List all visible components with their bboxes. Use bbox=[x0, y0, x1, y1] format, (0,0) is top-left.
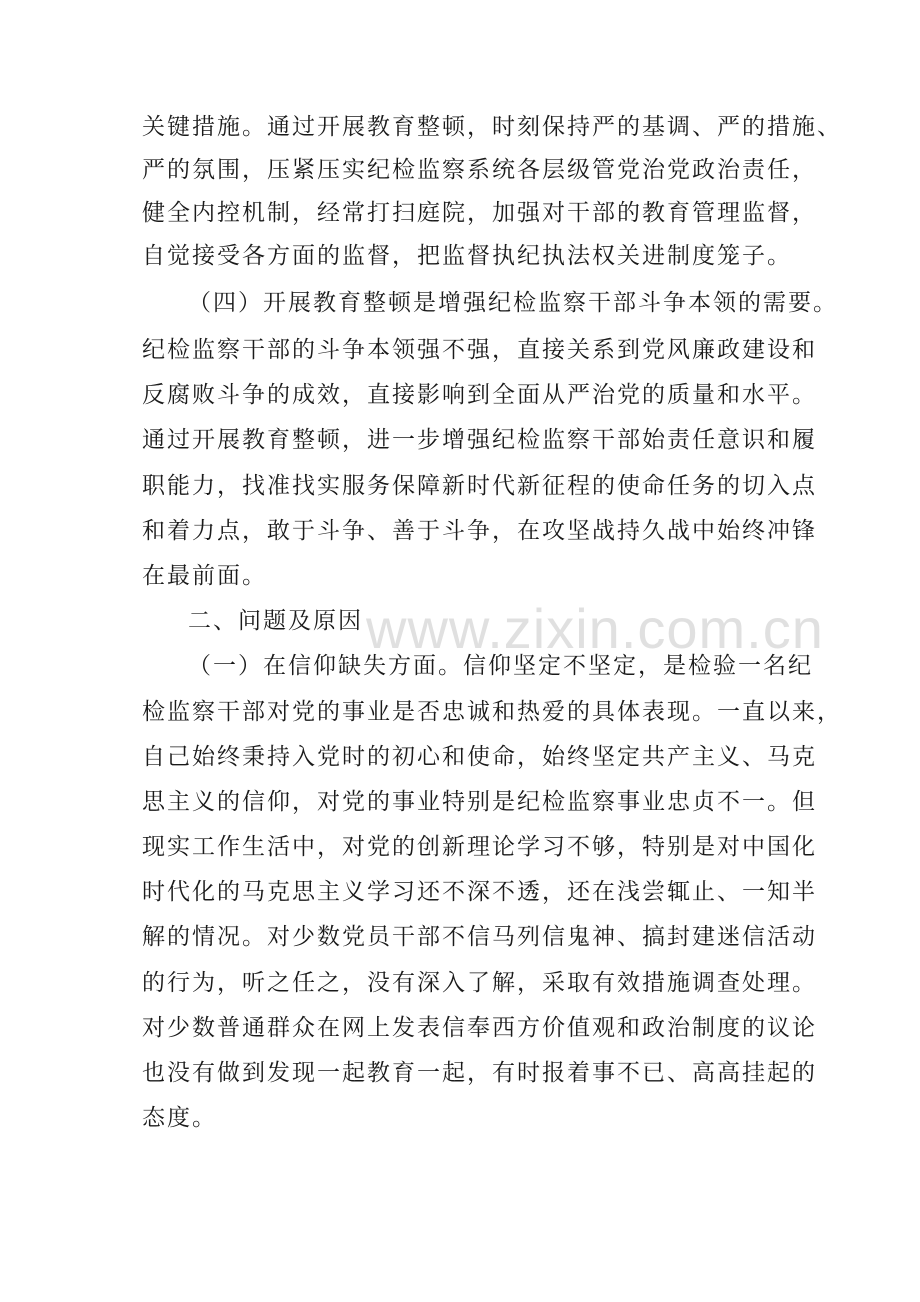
body-line: 思主义的信仰，对党的事业特别是纪检监察事业忠贞不一。但 bbox=[142, 789, 817, 815]
body-line: 的行为，听之任之，没有深入了解，采取有效措施调查处理。 bbox=[142, 970, 817, 996]
section-title: 二、问题及原因 bbox=[188, 608, 363, 634]
body-line: 通过开展教育整顿，进一步增强纪检监察干部始责任意识和履 bbox=[142, 427, 817, 453]
body-line: 时代化的马克思主义学习还不深不透，还在浅尝辄止、一知半 bbox=[142, 879, 817, 905]
body-line: 健全内控机制，经常打扫庭院，加强对干部的教育管理监督， bbox=[142, 200, 817, 226]
subsection-heading-line: （一）在信仰缺失方面。信仰坚定不坚定，是检验一名纪 bbox=[188, 653, 813, 679]
body-line: 职能力，找准找实服务保障新时代新征程的使命任务的切入点 bbox=[142, 473, 817, 499]
body-line: 检监察干部对党的事业是否忠诚和热爱的具体表现。一直以来， bbox=[142, 699, 842, 725]
body-line: 自觉接受各方面的监督，把监督执纪执法权关进制度笼子。 bbox=[142, 243, 792, 269]
body-line: 反腐败斗争的成效，直接影响到全面从严治党的质量和水平。 bbox=[142, 382, 817, 408]
body-line: 也没有做到发现一起教育一起，有时报着事不已、高高挂起的 bbox=[142, 1060, 817, 1086]
body-line: 态度。 bbox=[142, 1105, 217, 1131]
body-line: 和着力点，敢于斗争、善于斗争，在攻坚战持久战中始终冲锋 bbox=[142, 518, 817, 544]
body-line: 在最前面。 bbox=[142, 563, 267, 589]
body-line: 解的情况。对少数党员干部不信马列信鬼神、搞封建迷信活动 bbox=[142, 924, 817, 950]
body-line: 关键措施。通过开展教育整顿，时刻保持严的基调、严的措施、 bbox=[142, 114, 842, 140]
body-line: 现实工作生活中，对党的创新理论学习不够，特别是对中国化 bbox=[142, 834, 817, 860]
watermark: www.zixin.com.cn bbox=[366, 597, 824, 660]
body-line: 严的氛围，压紧压实纪检监察系统各层级管党治党政治责任， bbox=[142, 157, 817, 183]
section-heading-line: （四）开展教育整顿是增强纪检监察干部斗争本领的需要。 bbox=[188, 290, 838, 316]
body-line: 自己始终秉持入党时的初心和使命，始终坚定共产主义、马克 bbox=[142, 744, 817, 770]
body-line: 纪检监察干部的斗争本领强不强，直接关系到党风廉政建设和 bbox=[142, 337, 817, 363]
body-line: 对少数普通群众在网上发表信奉西方价值观和政治制度的议论 bbox=[142, 1015, 817, 1041]
